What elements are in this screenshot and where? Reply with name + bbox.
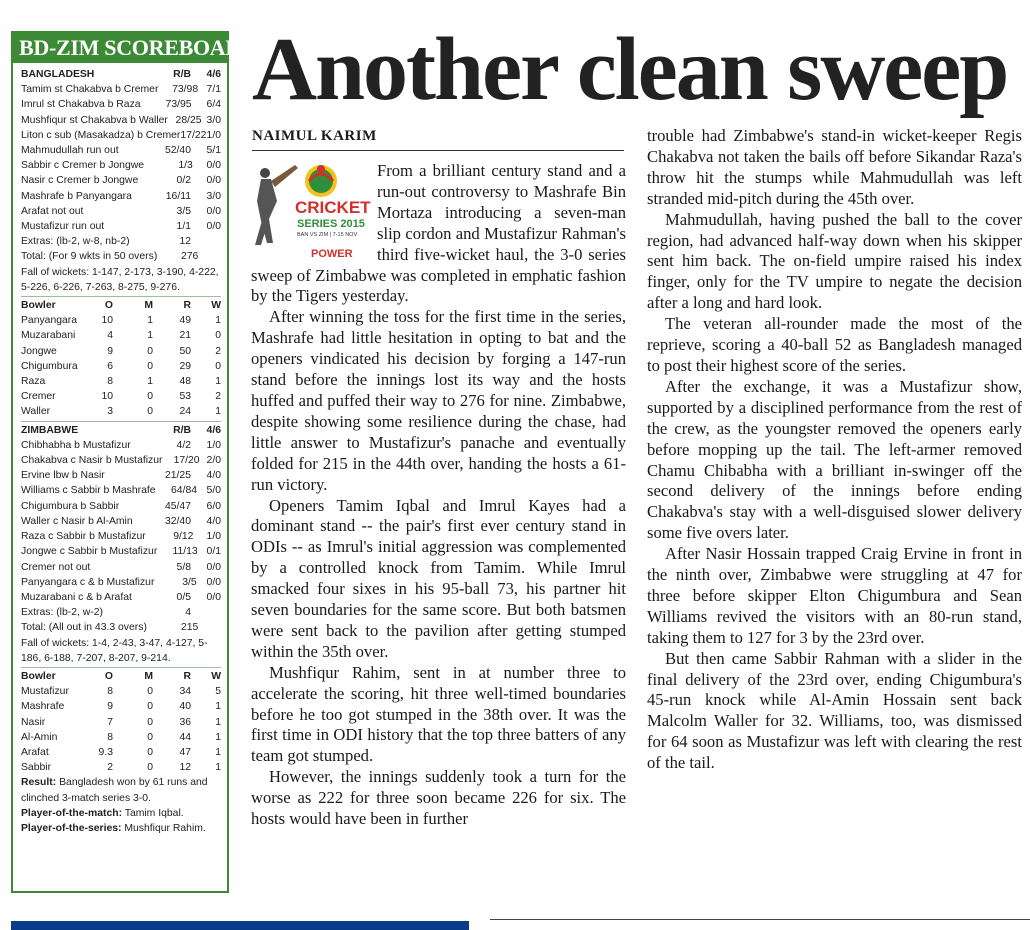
overs: 10 xyxy=(101,391,113,403)
overs: 8 xyxy=(107,376,113,388)
batter-dismissal: Arafat not out xyxy=(21,205,84,217)
bowling-row xyxy=(21,404,221,419)
wickets: 2 xyxy=(215,391,221,403)
article-paragraph: But then came Sabbir Rahman with a slider in the final delivery of the 23rd over, ending Chigumbura's 45-run knock while Al-Amin Hossain sent back Malcolm Waller for 32. Williams, too, was dismissed for 64 soon as Mustafizur was left with clearing the rest of the tail. xyxy=(647,648,1022,773)
team-name: ZIMBABWE xyxy=(21,424,79,436)
scoreboard-box xyxy=(11,31,257,893)
bowling-row xyxy=(21,374,221,389)
logo-cricket-text: CRICKET xyxy=(295,198,371,217)
fours-sixes: 0/0 xyxy=(206,576,221,588)
runs-balls: 21/25 xyxy=(164,470,191,482)
col-bowler: Bowler xyxy=(21,670,56,682)
batting-row xyxy=(21,189,221,204)
pots-text: Mushfiqur Rahim. xyxy=(124,822,206,834)
bowling-row xyxy=(21,313,221,328)
bowling-row xyxy=(21,389,221,404)
col-overs: O xyxy=(104,300,113,312)
bowler-name: Muzarabani xyxy=(21,330,76,342)
zim-bowling-header xyxy=(21,298,221,313)
batter-dismissal: Chigumbura b Sabbir xyxy=(21,500,120,512)
wickets: 1 xyxy=(215,731,221,743)
batter-dismissal: Mushfiqur st Chakabva b Waller xyxy=(21,114,168,126)
runs-balls: 28/25 xyxy=(175,114,202,126)
total-label: Total: (For 9 wkts in 50 overs) xyxy=(21,251,158,263)
wickets: 1 xyxy=(215,746,221,758)
article-column-2 xyxy=(647,126,1022,774)
fours-sixes: 5/0 xyxy=(206,485,221,497)
bangladesh-batting xyxy=(21,82,221,234)
player-of-series xyxy=(21,821,221,836)
col-runs-balls: R/B xyxy=(173,424,191,436)
pots-label: Player-of-the-series: xyxy=(21,822,122,834)
extras-value: 4 xyxy=(185,607,191,619)
bowling-row xyxy=(21,760,221,775)
wickets: 1 xyxy=(215,315,221,327)
maidens: 0 xyxy=(147,731,153,743)
col-overs: O xyxy=(104,670,113,682)
runs-balls: 0/2 xyxy=(176,175,191,187)
fours-sixes: 4/0 xyxy=(206,515,221,527)
runs-balls: 17/20 xyxy=(173,455,200,467)
batting-row xyxy=(21,128,221,143)
fours-sixes: 0/0 xyxy=(206,561,221,573)
col-runs-balls: R/B xyxy=(173,69,191,80)
article-paragraph: Openers Tamim Iqbal and Imrul Kayes had a dominant stand -- the pair's first ever century stand in ODIs -- as Imrul's initial aggression was complemented by a controlled knock from Tamim. While Imrul smacked four sixes in his 95-ball 73, his partner hit seven boundaries for the same score. But both batsmen were sent back to the pavilion after getting stumped within the 35th over. xyxy=(251,495,626,661)
runs: 48 xyxy=(179,376,191,388)
bangladesh-fall-of-wickets: Fall of wickets: 1-147, 2-173, 3-190, 4-222, 5-226, 6-226, 7-263, 8-275, 9-276. xyxy=(21,266,219,293)
maidens: 1 xyxy=(147,376,153,388)
maidens: 1 xyxy=(147,330,153,342)
col-fours-sixes: 4/6 xyxy=(206,69,221,80)
runs-balls: 0/5 xyxy=(176,591,191,603)
fours-sixes: 1/0 xyxy=(206,129,221,141)
batting-row xyxy=(21,82,221,97)
bangladesh-extras xyxy=(21,234,221,249)
fours-sixes: 0/0 xyxy=(206,591,221,603)
runs-balls: 17/22 xyxy=(180,129,207,141)
bowler-name: Nasir xyxy=(21,716,46,728)
fours-sixes: 2/0 xyxy=(206,455,221,467)
batting-row xyxy=(21,173,221,188)
col-fours-sixes: 4/6 xyxy=(206,424,221,436)
maidens: 0 xyxy=(147,360,153,372)
bowling-row xyxy=(21,715,221,730)
article-paragraph: Mushfiqur Rahim, sent in at number three to accelerate the scoring, hit three well-timed boundaries before he too got stumped in the 38th over. It was the first time in ODI history that the top three batters of any team got stumped. xyxy=(251,662,626,766)
maidens: 0 xyxy=(147,406,153,418)
maidens: 1 xyxy=(147,315,153,327)
batting-row xyxy=(21,97,221,112)
article-column-1 xyxy=(251,161,626,830)
wickets: 1 xyxy=(215,406,221,418)
runs: 53 xyxy=(179,391,191,403)
runs-balls: 16/11 xyxy=(165,190,191,202)
match-result xyxy=(21,775,221,805)
runs: 49 xyxy=(179,315,191,327)
batting-row xyxy=(21,560,221,575)
fours-sixes: 6/0 xyxy=(206,500,221,512)
fours-sixes: 0/0 xyxy=(206,221,221,233)
batter-dismissal: Mustafizur run out xyxy=(21,221,105,233)
bangladesh-header xyxy=(21,67,221,82)
runs-balls: 32/40 xyxy=(164,515,191,527)
runs: 24 xyxy=(179,406,191,418)
col-maidens: M xyxy=(144,300,153,312)
bowler-name: Sabbir xyxy=(21,762,52,774)
fours-sixes: 5/1 xyxy=(206,145,221,157)
maidens: 0 xyxy=(147,701,153,713)
fours-sixes: 0/0 xyxy=(206,205,221,217)
batting-row xyxy=(21,113,221,128)
batter-dismissal: Chibhabha b Mustafizur xyxy=(21,439,131,451)
col-maidens: M xyxy=(144,670,153,682)
runs-balls: 1/3 xyxy=(178,160,193,172)
batting-row xyxy=(21,590,221,605)
bangladesh-total xyxy=(21,249,221,264)
bowler-name: Mustafizur xyxy=(21,686,69,698)
batter-dismissal: Cremer not out xyxy=(21,561,91,573)
runs-balls: 52/40 xyxy=(164,145,191,157)
zimbabwe-bowling xyxy=(21,313,221,419)
batter-dismissal: Waller c Nasir b Al-Amin xyxy=(21,515,133,527)
batter-dismissal: Ervine lbw b Nasir xyxy=(21,470,105,482)
fours-sixes: 0/1 xyxy=(206,546,221,558)
article-paragraph: After the exchange, it was a Mustafizur show, supported by a disciplined performance from the rest of the crew, as the youngster removed the openers early before mopping up the tail. The left-armer removed Chamu Chibabha with a brilliant in-swinger off the second delivery of the innings before ending Chakabva's stay with a well-disguised slower delivery some five overs later. xyxy=(647,376,1022,543)
player-of-match xyxy=(21,806,221,821)
bowling-row xyxy=(21,359,221,374)
overs: 9.3 xyxy=(98,746,113,758)
overs: 3 xyxy=(107,406,113,418)
wickets: 1 xyxy=(215,762,221,774)
team-name: BANGLADESH xyxy=(21,69,95,80)
runs-balls: 73/95 xyxy=(165,99,192,111)
fours-sixes: 0/0 xyxy=(206,160,221,172)
fours-sixes: 0/0 xyxy=(206,175,221,187)
batter-dismissal: Mahmudullah run out xyxy=(21,145,119,157)
overs: 7 xyxy=(107,716,113,728)
bowler-name: Chigumbura xyxy=(21,360,78,372)
batter-dismissal: Jongwe c Sabbir b Mustafizur xyxy=(21,546,158,558)
maidens: 0 xyxy=(147,716,153,728)
batting-row xyxy=(21,143,221,158)
logo-small-text: BAN VS ZIM | 7-15 NOV xyxy=(297,232,358,238)
runs-balls: 3/5 xyxy=(176,205,191,217)
wickets: 1 xyxy=(215,701,221,713)
potm-label: Player-of-the-match: xyxy=(21,807,123,819)
bowling-row xyxy=(21,699,221,714)
batter-dismissal: Tamim st Chakabva b Cremer xyxy=(21,84,159,96)
batter-dismissal: Imrul st Chakabva b Raza xyxy=(21,99,141,111)
batting-row xyxy=(21,453,221,468)
fours-sixes: 3/0 xyxy=(206,114,221,126)
overs: 2 xyxy=(107,762,113,774)
batting-row xyxy=(21,514,221,529)
overs: 8 xyxy=(107,731,113,743)
wickets: 5 xyxy=(215,686,221,698)
overs: 8 xyxy=(107,686,113,698)
maidens: 0 xyxy=(147,762,153,774)
maidens: 0 xyxy=(147,686,153,698)
article-paragraph: From a brilliant century stand and a run-out controversy to Mashrafe Bin Mortaza introducing a seven-man slip cordon and Mustafizur Rahman's third five-wicket haul, the 3-0 series sweep of Zimbabwe was completed in emphatic fashion by the Tigers yesterday. xyxy=(251,161,626,306)
overs: 9 xyxy=(107,701,113,713)
runs-balls: 73/98 xyxy=(172,84,199,96)
bowler-name: Waller xyxy=(21,406,51,418)
bowler-name: Arafat xyxy=(21,746,49,758)
batting-row xyxy=(21,438,221,453)
article-paragraph: The veteran all-rounder made the most of the reprieve, scoring a 40-ball 52 as Bangladesh managed to post their highest score of the series. xyxy=(647,314,1022,375)
headline: Another clean sweep xyxy=(252,20,1008,119)
bangladesh-bowling xyxy=(21,684,221,775)
runs: 34 xyxy=(179,686,191,698)
batting-row xyxy=(21,529,221,544)
fours-sixes: 1/0 xyxy=(206,439,221,451)
cricket-series-logo xyxy=(251,161,369,265)
potm-text: Tamim Iqbal. xyxy=(124,807,184,819)
bowling-row xyxy=(21,745,221,760)
zimbabwe-fall-of-wickets: Fall of wickets: 1-4, 2-43, 3-47, 4-127, 5-186, 6-188, 7-207, 8-207, 9-214. xyxy=(21,637,208,664)
maidens: 0 xyxy=(147,391,153,403)
bowling-row xyxy=(21,684,221,699)
fours-sixes: 7/1 xyxy=(206,84,221,96)
byline-rule xyxy=(252,150,624,151)
batting-row xyxy=(21,219,221,234)
col-bowler: Bowler xyxy=(21,300,56,312)
col-wickets: W xyxy=(211,300,221,312)
batting-row xyxy=(21,499,221,514)
batting-row xyxy=(21,483,221,498)
runs: 44 xyxy=(179,731,191,743)
zimbabwe-total xyxy=(21,620,221,635)
fours-sixes: 1/0 xyxy=(206,531,221,543)
logo-series-text: SERIES 2015 xyxy=(297,218,365,230)
batting-row xyxy=(21,575,221,590)
batter-dismissal: Sabbir c Cremer b Jongwe xyxy=(21,160,145,172)
runs-balls: 45/47 xyxy=(164,500,191,512)
runs: 29 xyxy=(179,360,191,372)
batter-dismissal: Raza c Sabbir b Mustafizur xyxy=(21,531,146,543)
result-label: Result: xyxy=(21,777,57,789)
batting-row xyxy=(21,158,221,173)
runs-balls: 3/5 xyxy=(182,576,197,588)
runs-balls: 9/12 xyxy=(173,531,194,543)
bowler-name: Mashrafe xyxy=(21,701,65,713)
runs-balls: 64/84 xyxy=(171,485,198,497)
bowler-name: Cremer xyxy=(21,391,56,403)
series-emblem-icon xyxy=(305,165,337,197)
extras-label: Extras: (lb-2, w-2) xyxy=(21,607,103,619)
zimbabwe-extras xyxy=(21,605,221,620)
overs: 6 xyxy=(107,360,113,372)
fours-sixes: 4/0 xyxy=(206,470,221,482)
article-paragraph: After Nasir Hossain trapped Craig Ervine in front in the ninth over, Zimbabwe were struggling at 47 for three before skipper Elton Chigumbura and Sean Williams revived the visitors with an 80-run stand, taking them to 127 for 3 by the 23rd over. xyxy=(647,544,1022,647)
batsman-icon xyxy=(255,165,298,245)
batter-dismissal: Panyangara c & b Mustafizur xyxy=(21,576,155,588)
wickets: 2 xyxy=(215,345,221,357)
batter-dismissal: Muzarabani c & b Arafat xyxy=(21,591,132,603)
article-paragraph: However, the innings suddenly took a turn for the worse as 222 for three soon became 226 for six. The hosts would have been in further xyxy=(251,767,626,829)
article-paragraph: After winning the toss for the first time in the series, Mashrafe had little hesitation in opting to bat and the openers vindicated his decision by forging a 147-run stand before the innings lost its way and the hosts huffed and puffed their way to 276 for nine. Zimbabwe, despite showing some resilience during the chase, had little answer to Mustafizur's panache and eventually folded for 215 in the 44th over, handing the hosts a 61-run victory. xyxy=(251,307,626,494)
bowler-name: Raza xyxy=(21,376,46,388)
runs: 47 xyxy=(179,746,191,758)
bowler-name: Panyangara xyxy=(21,315,78,327)
runs: 21 xyxy=(179,330,191,342)
bowler-name: Jongwe xyxy=(21,345,57,357)
bowling-row xyxy=(21,730,221,745)
column-2-paragraphs xyxy=(647,126,1022,774)
runs-balls: 5/8 xyxy=(176,561,191,573)
extras-value: 12 xyxy=(179,236,191,248)
batter-dismissal: Liton c sub (Masakadza) b Cremer xyxy=(21,129,181,141)
wickets: 1 xyxy=(215,716,221,728)
col-wickets: W xyxy=(211,670,221,682)
col-runs: R xyxy=(183,670,191,682)
article-paragraph: trouble had Zimbabwe's stand-in wicket-keeper Regis Chakabva not taken the bails off before Sikandar Raza's throw hit the stumps while Mahmudullah was left stranded mid-pitch during the 45th over. xyxy=(647,126,1022,208)
col-runs: R xyxy=(183,300,191,312)
batter-dismissal: Nasir c Cremer b Jongwe xyxy=(21,175,139,187)
fours-sixes: 3/0 xyxy=(206,190,221,202)
batting-row xyxy=(21,204,221,219)
fours-sixes: 6/4 xyxy=(206,99,221,111)
bowling-row xyxy=(21,328,221,343)
article-paragraph: Mahmudullah, having pushed the ball to the cover region, had advanced half-way down when his skipper sent him back. The on-field umpire raised his index finger, only for the TV umpire to negate the decision after a long and hard look. xyxy=(647,209,1022,313)
wickets: 0 xyxy=(215,360,221,372)
overs: 4 xyxy=(107,330,113,342)
runs: 40 xyxy=(179,701,191,713)
bowler-name: Al-Amin xyxy=(21,731,58,743)
maidens: 0 xyxy=(147,746,153,758)
extras-label: Extras: (lb-2, w-8, nb-2) xyxy=(21,236,130,248)
total-value: 215 xyxy=(181,622,199,634)
wickets: 0 xyxy=(215,330,221,342)
ban-bowling-header xyxy=(21,669,221,684)
overs: 9 xyxy=(107,345,113,357)
batter-dismissal: Mashrafe b Panyangara xyxy=(21,190,132,202)
runs: 50 xyxy=(179,345,191,357)
batting-row xyxy=(21,544,221,559)
byline: NAIMUL KARIM xyxy=(252,128,377,144)
bowling-row xyxy=(21,344,221,359)
batter-dismissal: Williams c Sabbir b Mashrafe xyxy=(21,485,156,497)
runs-balls: 4/2 xyxy=(176,439,191,451)
overs: 10 xyxy=(101,315,113,327)
total-label: Total: (All out in 43.3 overs) xyxy=(21,622,147,634)
bottom-color-bar xyxy=(11,921,469,930)
batter-dismissal: Chakabva c Nasir b Mustafizur xyxy=(21,455,163,467)
wickets: 1 xyxy=(215,376,221,388)
scoreboard-title: BD-ZIM SCOREBOARD xyxy=(13,33,227,63)
scoreboard-body xyxy=(13,63,227,836)
runs-balls: 11/13 xyxy=(172,546,198,558)
runs: 12 xyxy=(179,762,191,774)
runs: 36 xyxy=(179,716,191,728)
zimbabwe-header xyxy=(21,423,221,438)
total-value: 276 xyxy=(181,251,199,263)
batting-row xyxy=(21,468,221,483)
bottom-rule xyxy=(490,919,1030,920)
result-text: Bangladesh won by 61 runs and clinched 3-match series 3-0. xyxy=(21,777,208,804)
logo-power-text: POWER xyxy=(311,248,353,260)
maidens: 0 xyxy=(147,345,153,357)
zimbabwe-batting xyxy=(21,438,221,605)
runs-balls: 1/1 xyxy=(176,221,191,233)
